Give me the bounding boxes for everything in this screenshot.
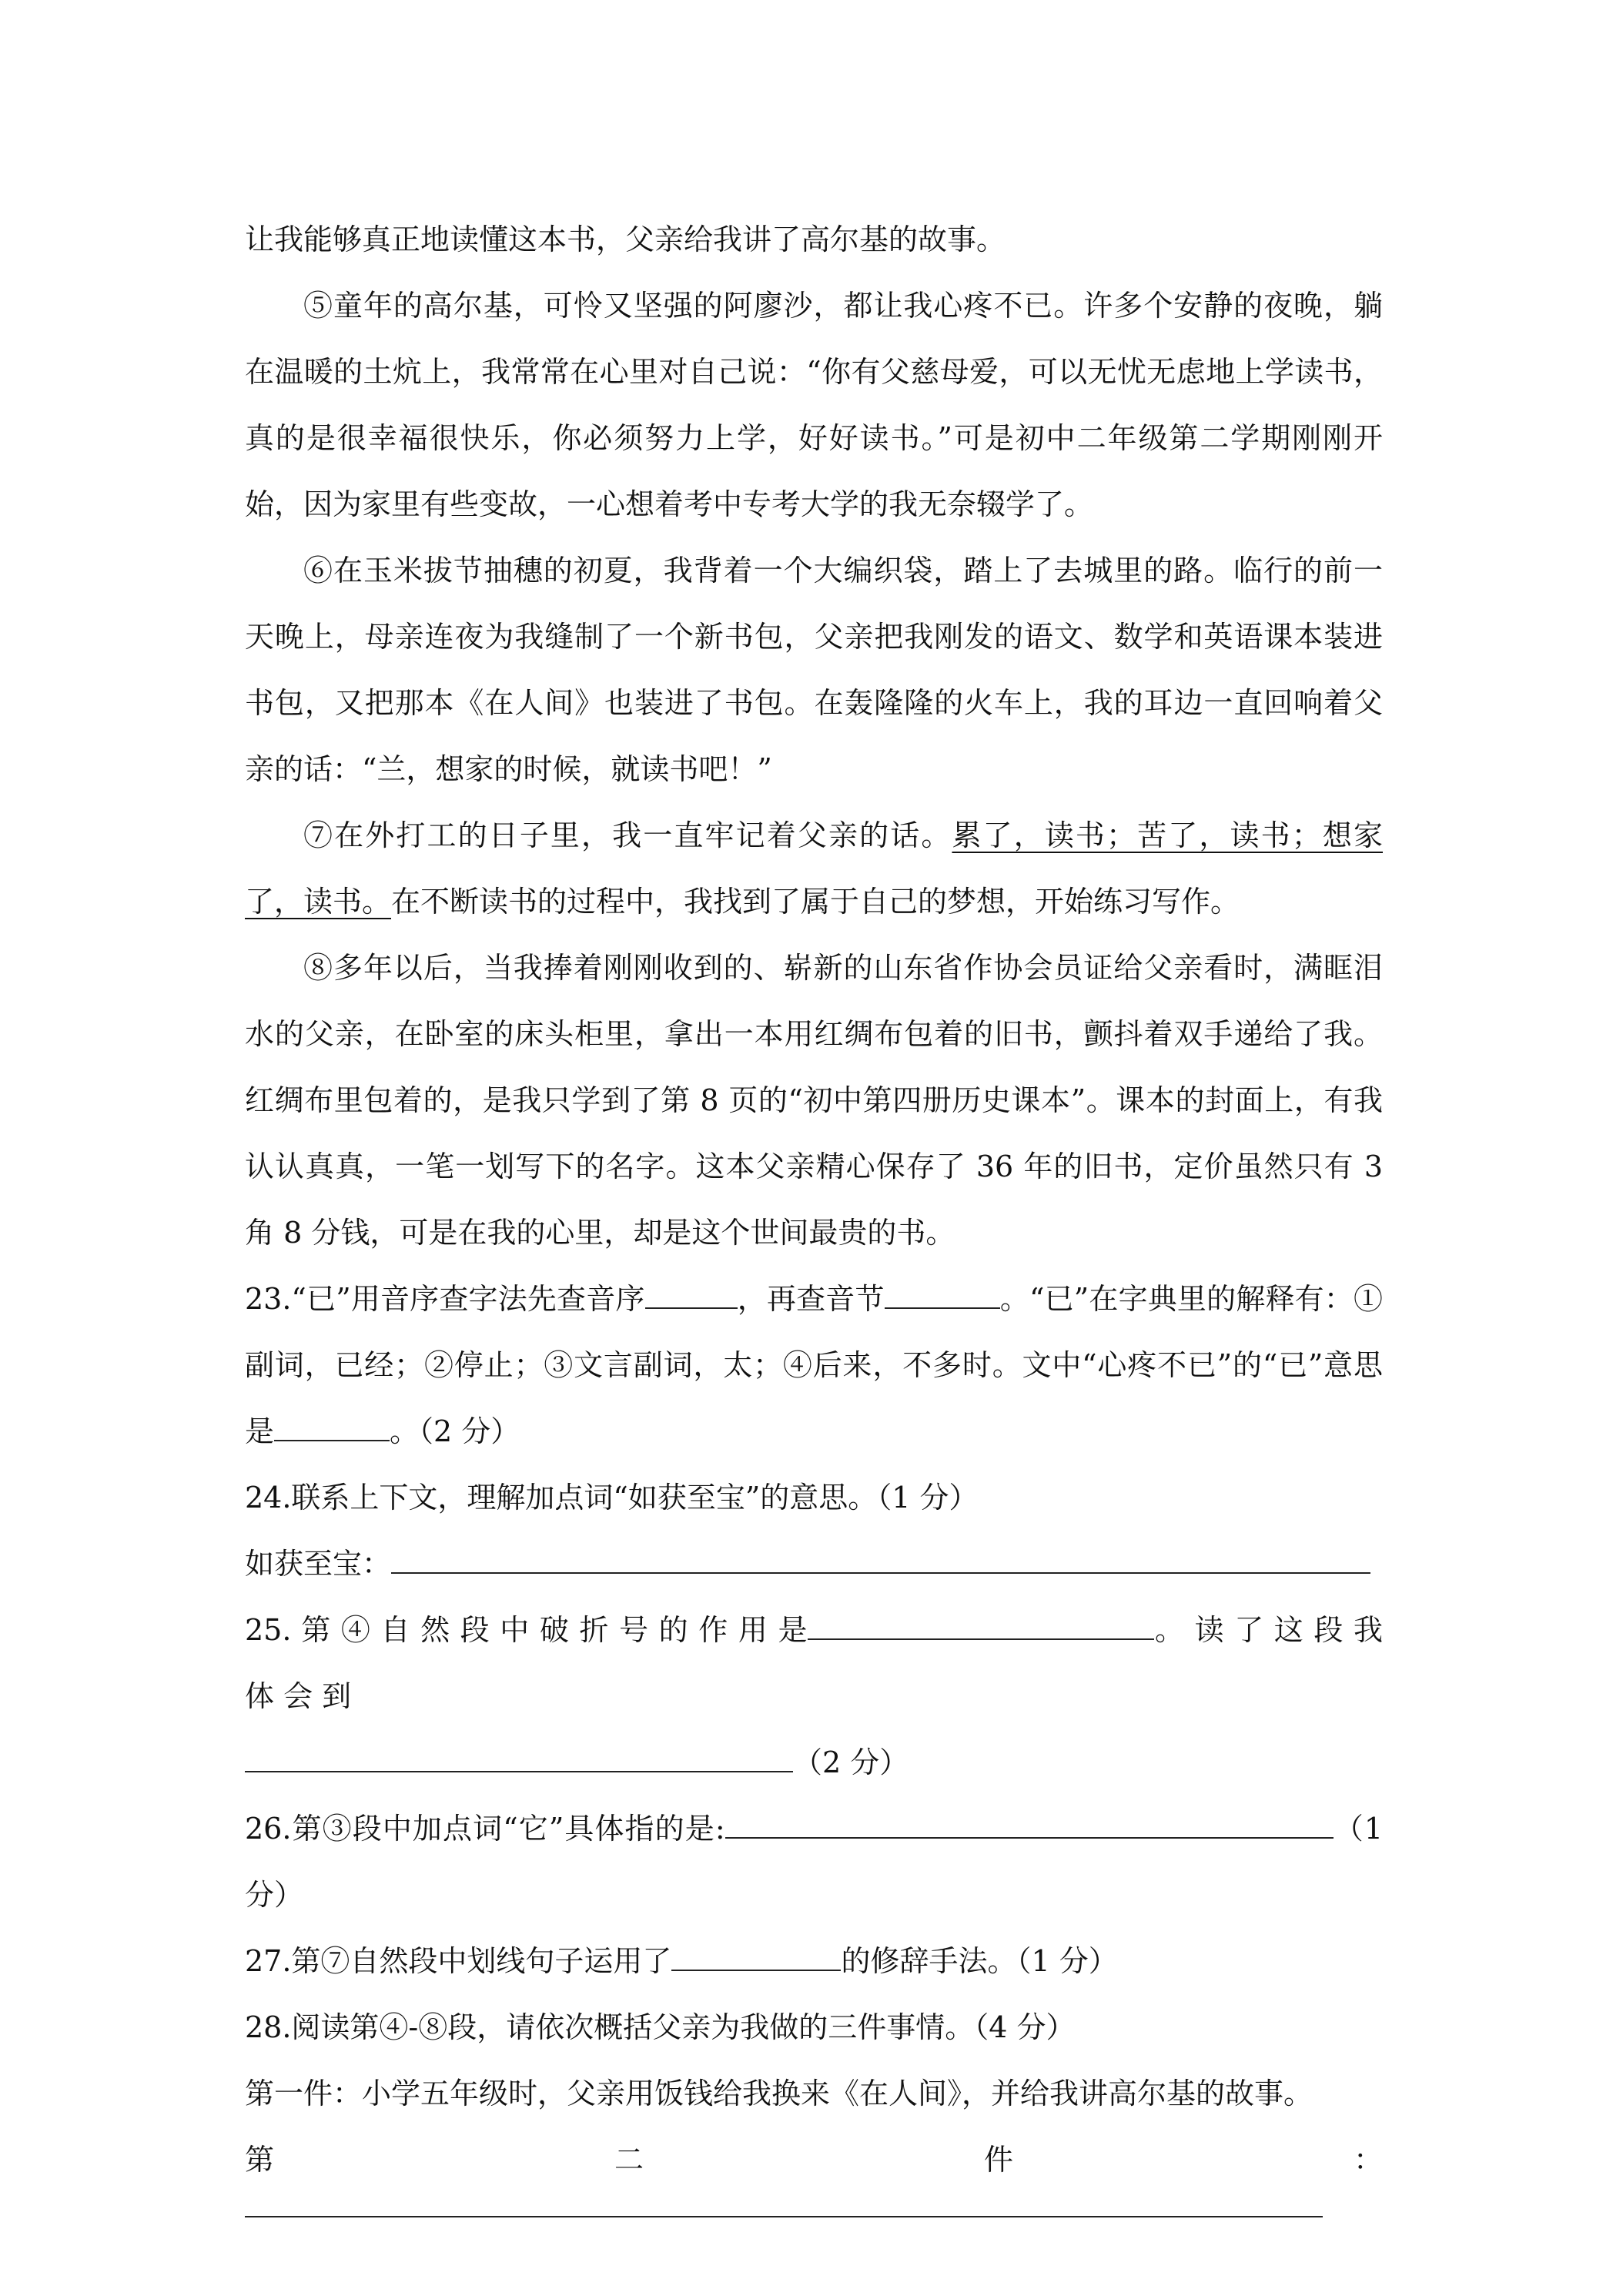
q23-blank-letter[interactable] bbox=[645, 1278, 738, 1309]
question-28-second bbox=[245, 2127, 1383, 2193]
question-23 bbox=[245, 1266, 1383, 1464]
q23-blank-syllable[interactable] bbox=[885, 1278, 1000, 1309]
question-28: 28.阅读第④-⑧段，请依次概括父亲为我做的三件事情。（4 分） bbox=[245, 2010, 1076, 2044]
q24-answer-label: 如获至宝： bbox=[245, 1547, 392, 1581]
q25-text-c: （2 分） bbox=[793, 1745, 909, 1779]
q27-blank[interactable] bbox=[671, 1940, 841, 1971]
underlined-sentence: 累了，读书；苦了，读书；想家了，读书。 bbox=[245, 818, 1383, 919]
q26-text-a: 26.第③段中加点词“它”具体指的是: bbox=[245, 1812, 725, 1846]
question-25 bbox=[245, 1597, 1383, 1796]
q25-text-a: 25. 第 ④ 自 然 段 中 破 折 号 的 作 用 是 bbox=[245, 1613, 808, 1647]
question-28-first: 第一件：小学五年级时，父亲用饭钱给我换来《在人间》，并给我讲高尔基的故事。 bbox=[245, 2077, 1313, 2110]
question-24-answer bbox=[245, 1531, 1383, 1597]
q26-text-b: （1 分） bbox=[245, 1812, 1383, 1912]
reading-passage bbox=[245, 206, 1383, 2217]
q28-second-char-1: 第 bbox=[245, 2143, 275, 2177]
q23-blank-meaning[interactable] bbox=[274, 1411, 390, 1441]
paragraph-7-lead: ⑦在外打工的日子里，我一直牢记着父亲的话。 bbox=[303, 818, 952, 852]
paragraph-7 bbox=[245, 802, 1383, 935]
question-27 bbox=[245, 1928, 1383, 1994]
q27-text-a: 27.第⑦自然段中划线句子运用了 bbox=[245, 1944, 672, 1978]
paragraph-6: ⑥在玉米拔节抽穗的初夏，我背着一个大编织袋，踏上了去城里的路。临行的前一天晚上，母亲连夜为我缝制了一个新书包，父亲把我刚发的语文、数学和英语课本装进书包，又把那本《在人间》也装进了书包。在轰隆隆的火车上，我的耳边一直回响着父亲的话：“兰，想家的时候，就读书吧！” bbox=[245, 554, 1383, 786]
q28-second-answer-blank[interactable] bbox=[245, 2193, 1323, 2217]
q26-blank[interactable] bbox=[725, 1808, 1334, 1839]
q28-second-char-3: 件 bbox=[983, 2143, 1013, 2177]
paragraph-7-tail: 在不断读书的过程中，我找到了属于自己的梦想，开始练习写作。 bbox=[391, 885, 1240, 919]
q28-second-char-4: ： bbox=[1353, 2143, 1383, 2177]
q23-text-c: 。“已”在字典里的解释有：①副词，已经；②停止；③文言副词，太；④后来，不多时。文中“心疼不已”的“已”意思是 bbox=[245, 1282, 1383, 1448]
q23-text-b: ，再查音节 bbox=[737, 1282, 885, 1316]
q25-text-b: 。 读 了 这 段 我 体 会 到 bbox=[245, 1613, 1383, 1713]
q28-second-char-2: 二 bbox=[614, 2143, 644, 2177]
q25-blank-purpose[interactable] bbox=[808, 1609, 1154, 1640]
q23-text-d: 。（2 分） bbox=[390, 1414, 520, 1448]
question-24: 24.联系上下文，理解加点词“如获至宝”的意思。（1 分） bbox=[245, 1481, 979, 1514]
paragraph-5: ⑤童年的高尔基，可怜又坚强的阿廖沙，都让我心疼不已。许多个安静的夜晚，躺在温暖的土炕上，我常常在心里对自己说：“你有父慈母爱，可以无忧无虑地上学读书，真的是很幸福很快乐，你必须努力上学，好好读书。”可是初中二年级第二学期刚刚开始，因为家里有些变故，一心想着考中专考大学的我无奈辍学了。 bbox=[245, 289, 1383, 521]
q27-text-b: 的修辞手法。（1 分） bbox=[841, 1944, 1118, 1978]
q25-blank-feeling[interactable] bbox=[245, 1742, 793, 1772]
paragraph-8: ⑧多年以后，当我捧着刚刚收到的、崭新的山东省作协会员证给父亲看时，满眶泪水的父亲，在卧室的床头柜里，拿出一本用红绸布包着的旧书，颤抖着双手递给了我。红绸布里包着的，是我只学到了第 8 页的“初中第四册历史课本”。课本的封面上，有我认认真真，一笔一划写下的名字。这本父亲精心保存了 36 年的旧书，定价虽然只有 3 角 8 分钱，可是在我的心里，却是这个世间最贵的书。 bbox=[245, 951, 1383, 1250]
question-26 bbox=[245, 1796, 1383, 1928]
q24-answer-blank[interactable] bbox=[391, 1543, 1370, 1574]
q23-text-a: 23.“已”用音序查字法先查音序 bbox=[245, 1282, 645, 1316]
paragraph-intro: 让我能够真正地读懂这本书，父亲给我讲了高尔基的故事。 bbox=[245, 223, 1006, 256]
